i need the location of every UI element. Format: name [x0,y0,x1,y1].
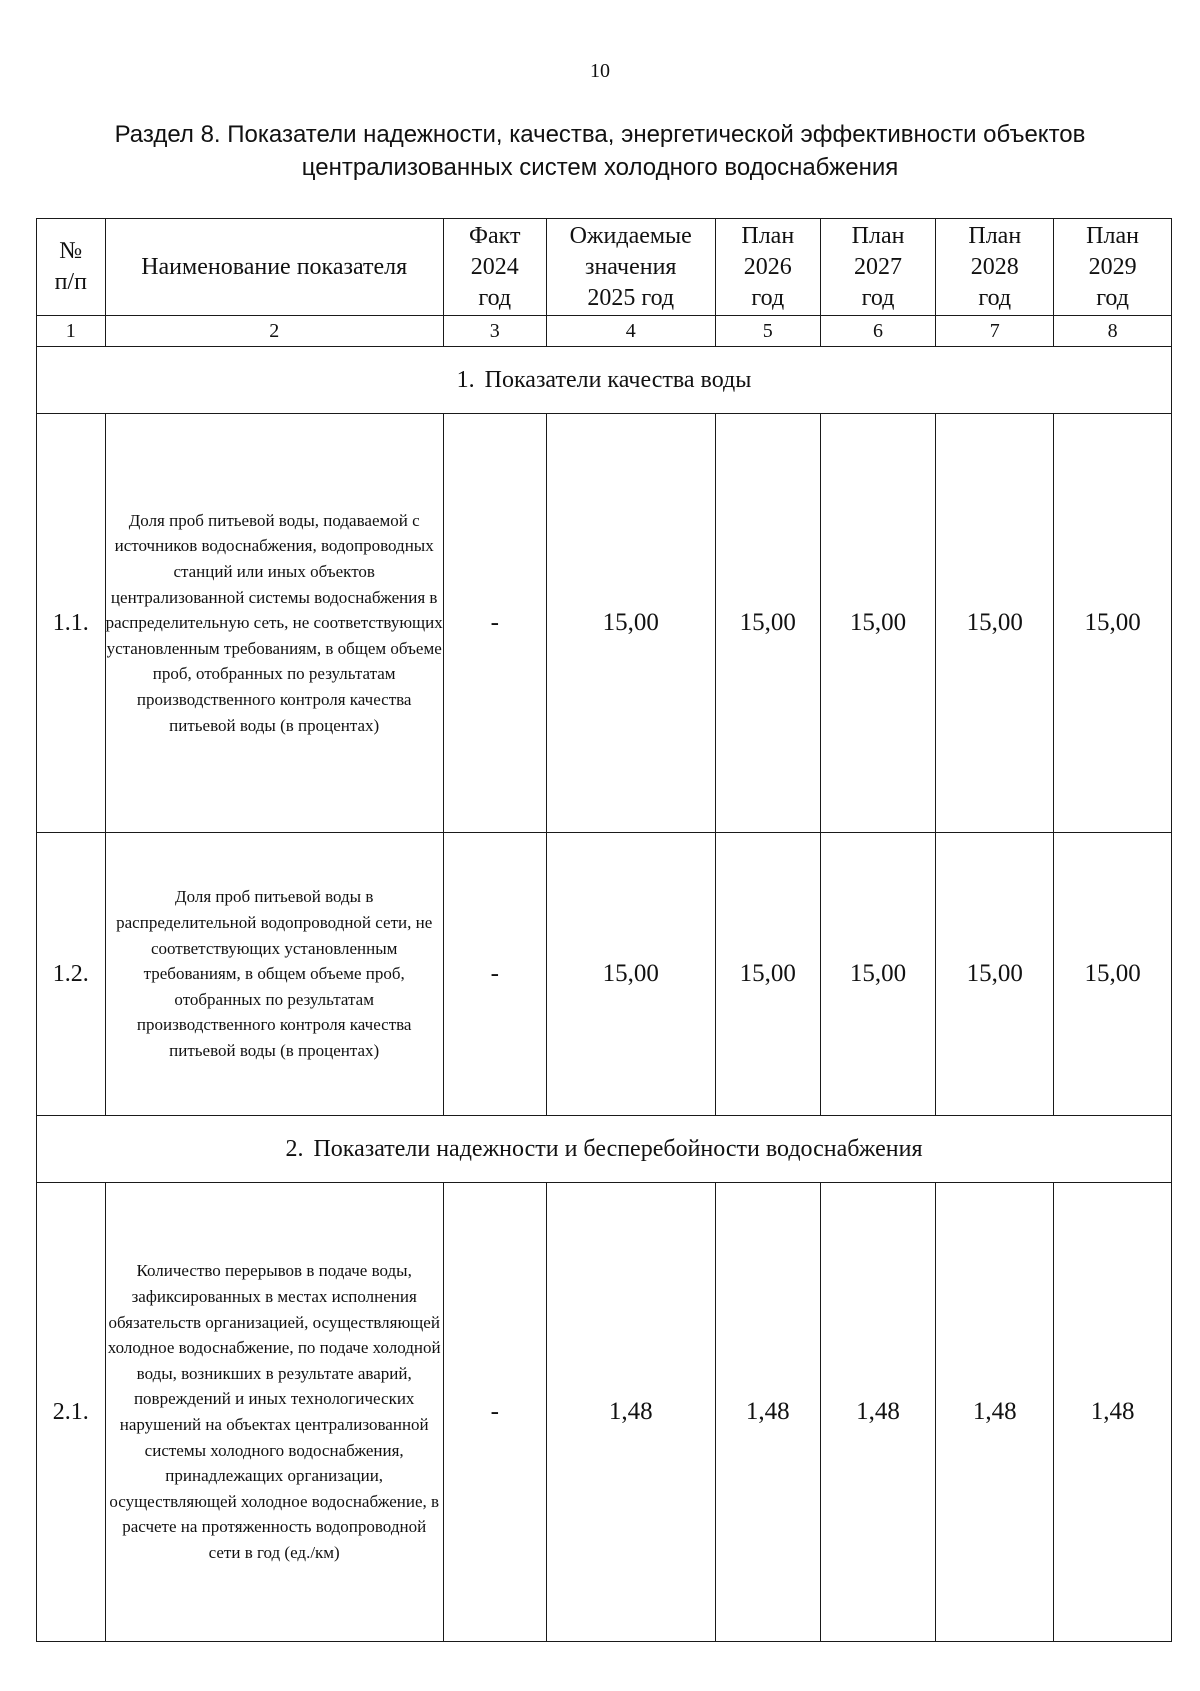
header-plan-2026 [715,219,820,316]
header-col5-line3: год [751,284,785,311]
header-col4-line3: 2025 год [587,284,675,311]
header-plan-2029 [1054,219,1172,316]
section-title: Показатели надежности и бесперебойности водоснабжения [313,1135,923,1162]
header-col3-line1: Факт [469,222,521,249]
header-plan-2028 [936,219,1054,316]
column-number: 4 [546,316,715,347]
header-fact-2024 [443,219,546,316]
header-number [37,219,106,316]
section-heading-row [37,347,1172,414]
header-col6-line3: год [861,284,895,311]
header-col5-line2: 2026 [743,253,792,280]
column-number: 8 [1054,316,1172,347]
header-col7-line3: год [978,284,1012,311]
section-heading [37,347,1172,414]
value-plan-2027: 15,00 [820,833,936,1116]
column-number: 7 [936,316,1054,347]
section-heading-row [37,1116,1172,1183]
value-plan-2028: 15,00 [936,414,1054,833]
indicator-name: Доля проб питьевой воды, подаваемой с источников водоснабжения, водопроводных станций или иных объектов централизованной системы водоснабжения в распределительную сеть, не соответствующих установленным требованиям, в общем объеме проб, отобранных по результатам производственного контроля качества питьевой воды (в процентах) [105,414,443,833]
header-number-label: п/п [54,269,87,295]
section-heading [37,1116,1172,1183]
column-number: 1 [37,316,106,347]
header-col8-line2: 2029 [1088,253,1137,280]
header-col7-line2: 2028 [970,253,1019,280]
column-number: 5 [715,316,820,347]
header-col6-line1: План [851,222,905,249]
value-plan-2027: 1,48 [820,1183,936,1642]
value-plan-2028: 1,48 [936,1183,1054,1642]
header-row [37,219,1172,316]
value-plan-2027: 15,00 [820,414,936,833]
header-number-sign: № [59,238,83,264]
value-plan-2029: 15,00 [1054,414,1172,833]
value-expected-2025: 15,00 [546,833,715,1116]
header-col3-line2: 2024 [470,253,519,280]
page-number: 10 [590,60,610,82]
header-col4-line2: значения [584,253,677,280]
header-col8-line3: год [1096,284,1129,311]
table-row [37,833,1172,1116]
row-number: 2.1. [37,1183,106,1642]
column-number: 2 [105,316,443,347]
header-expected-2025 [546,219,715,316]
document-title-line-2: централизованных систем холодного водоснабжения [301,154,899,181]
header-col8-line1: План [1086,222,1139,249]
header-col3-line3: год [478,284,512,311]
indicator-name: Количество перерывов в подаче воды, зафиксированных в местах исполнения обязательств организацией, осуществляющей холодное водоснабжение, по подаче холодной воды, возникших в результате аварий, повреждений и иных технологических нарушений на объектах централизованной системы холодного водоснабжения, принадлежащих организации, осуществляющей холодное водоснабжение, в расчете на протяженность водопроводной сети в год (ед./км) [105,1183,443,1642]
table-row [37,1183,1172,1642]
document-title [40,118,1160,184]
header-col5-line1: План [741,222,795,249]
value-plan-2028: 15,00 [936,833,1054,1116]
header-plan-2027 [820,219,936,316]
table-row [37,414,1172,833]
value-expected-2025: 1,48 [546,1183,715,1642]
column-number: 6 [820,316,936,347]
column-number: 3 [443,316,546,347]
value-plan-2026: 15,00 [715,414,820,833]
header-indicator-name: Наименование показателя [105,219,443,316]
row-number: 1.2. [37,833,106,1116]
indicator-name: Доля проб питьевой воды в распределительной водопроводной сети, не соответствующих установленным требованиям, в общем объеме проб, отобранных по результатам производственного контроля качества питьевой воды (в процентах) [105,833,443,1116]
section-number: 2. [285,1135,304,1162]
value-expected-2025: 15,00 [546,414,715,833]
value-plan-2026: 15,00 [715,833,820,1116]
header-col4-line1: Ожидаемые [569,222,692,249]
section-title: Показатели качества воды [484,366,752,393]
column-number-row [37,316,1172,347]
document-title-line-1: Раздел 8. Показатели надежности, качества, энергетической эффективности объектов [114,121,1086,148]
header-col6-line2: 2027 [854,253,903,280]
value-fact-2024: - [443,833,546,1116]
section-number: 1. [456,366,475,393]
value-plan-2029: 1,48 [1054,1183,1172,1642]
indicators-table [36,218,1172,1642]
value-fact-2024: - [443,1183,546,1642]
value-plan-2026: 1,48 [715,1183,820,1642]
value-fact-2024: - [443,414,546,833]
header-col7-line1: План [968,222,1022,249]
value-plan-2029: 15,00 [1054,833,1172,1116]
row-number: 1.1. [37,414,106,833]
